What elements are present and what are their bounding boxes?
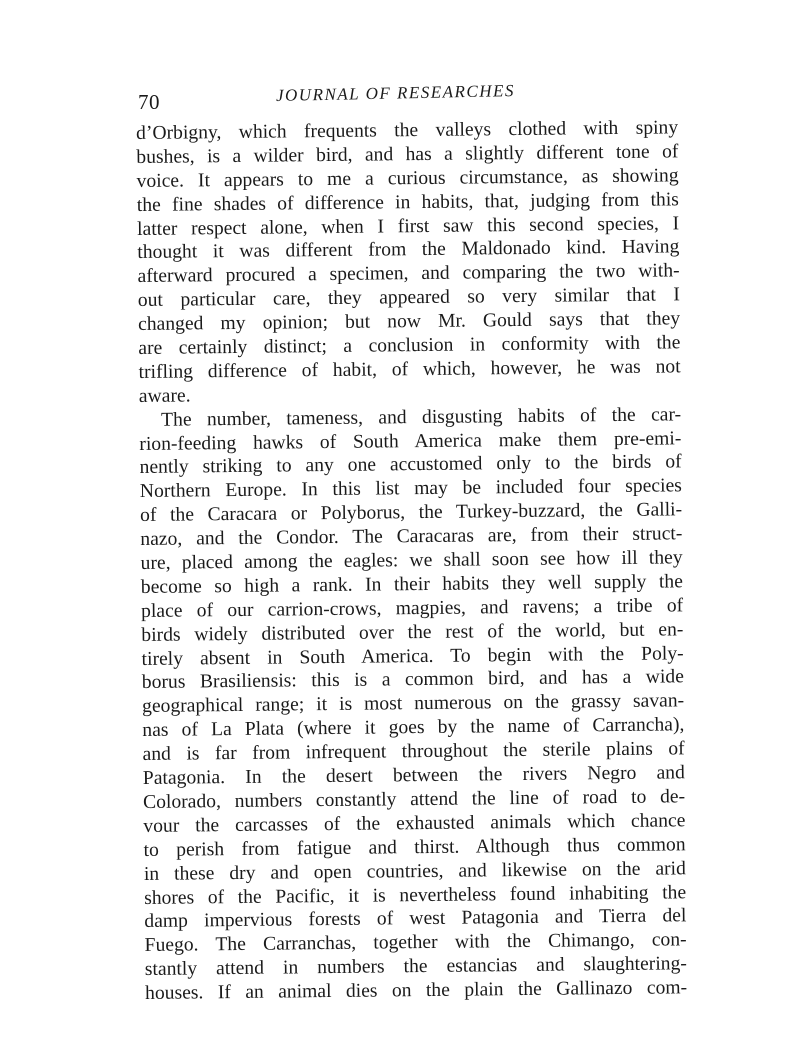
text-line: geographical range; it is most numerous on the grassy savan- [142, 690, 685, 718]
text-line: d’Orbigny, which frequents the valleys clothed with spiny [136, 117, 679, 144]
text-line: trifling difference of habit, of which, however, he was not [138, 356, 681, 383]
body-text [136, 116, 687, 1006]
text-line: borus Brasiliensis: this is a common bird, and has a wide [141, 666, 684, 694]
text-line: nas of La Plata (where it goes by the name of Carrancha), [142, 714, 685, 742]
text-line: out particular care, they appeared so very similar that I [137, 284, 680, 312]
text-line: afterward procured a specimen, and comparing the two with- [137, 260, 680, 288]
text-line: nazo, and the Condor. The Caracaras are, from their struct- [140, 523, 683, 551]
text-line: ure, placed among the eagles: we shall soon see how ill they [140, 547, 683, 575]
text-line: of the Caracara or Polyborus, the Turkey-buzzard, the Galli- [140, 499, 683, 527]
text-line: The number, tameness, and disgusting habits of the car- [161, 403, 682, 431]
text-line: birds widely distributed over the rest of the world, but en- [141, 618, 684, 646]
running-head: JOURNAL OF RESEARCHES [275, 80, 516, 105]
text-line: aware. [138, 385, 191, 407]
text-line: voice. It appears to me a curious circumstance, as showing [136, 165, 679, 192]
text-line: place of our carrion-crows, magpies, and ravens; a tribe of [141, 595, 684, 622]
text-line: in these dry and open countries, and likewise on the arid [143, 857, 686, 885]
text-line: stantly attend in numbers the estancias and slaughtering- [144, 953, 687, 981]
text-line: the fine shades of difference in habits, that, judging from this [136, 188, 679, 216]
text-line: rion-feeding hawks of South America make them pre-emi- [139, 427, 682, 455]
text-line: tirely absent in South America. To begin with the Poly- [141, 642, 684, 670]
text-line: damp impervious forests of west Patagonia and Tierra del [144, 905, 687, 933]
page-number: 70 [138, 90, 160, 114]
text-line: Fuego. The Carranchas, together with the Chimango, con- [144, 929, 687, 957]
text-line: bushes, is a wilder bird, and has a slightly different tone of [136, 141, 679, 168]
text-line: Colorado, numbers constantly attend the line of road to de- [143, 786, 686, 813]
text-line: nently striking to any one accustomed only to the birds of [139, 451, 682, 479]
text-line: Northern Europe. In this list may be included four species [139, 475, 682, 503]
text-line: vour the carcasses of the exhausted animals which chance [143, 810, 686, 837]
text-line: Patagonia. In the desert between the rivers Negro and [142, 762, 685, 790]
text-line: and is far from infrequent throughout the sterile plains of [142, 738, 685, 766]
text-line: become so high a rank. In their habits they well supply the [140, 571, 683, 598]
text-line: changed my opinion; but now Mr. Gould says that they [138, 308, 681, 336]
text-line: thought it was different from the Maldonado kind. Having [137, 236, 680, 264]
text-line: are certainly distinct; a conclusion in conformity with the [138, 332, 681, 360]
text-line: latter respect alone, when I first saw this second species, I [137, 212, 680, 240]
page-header [138, 80, 678, 116]
text-line: shores of the Pacific, it is nevertheless found inhabiting the [144, 881, 687, 909]
text-line: to perish from fatigue and thirst. Although thus common [143, 834, 686, 861]
text-line: houses. If an animal dies on the plain the Gallinazo com- [145, 977, 688, 1005]
